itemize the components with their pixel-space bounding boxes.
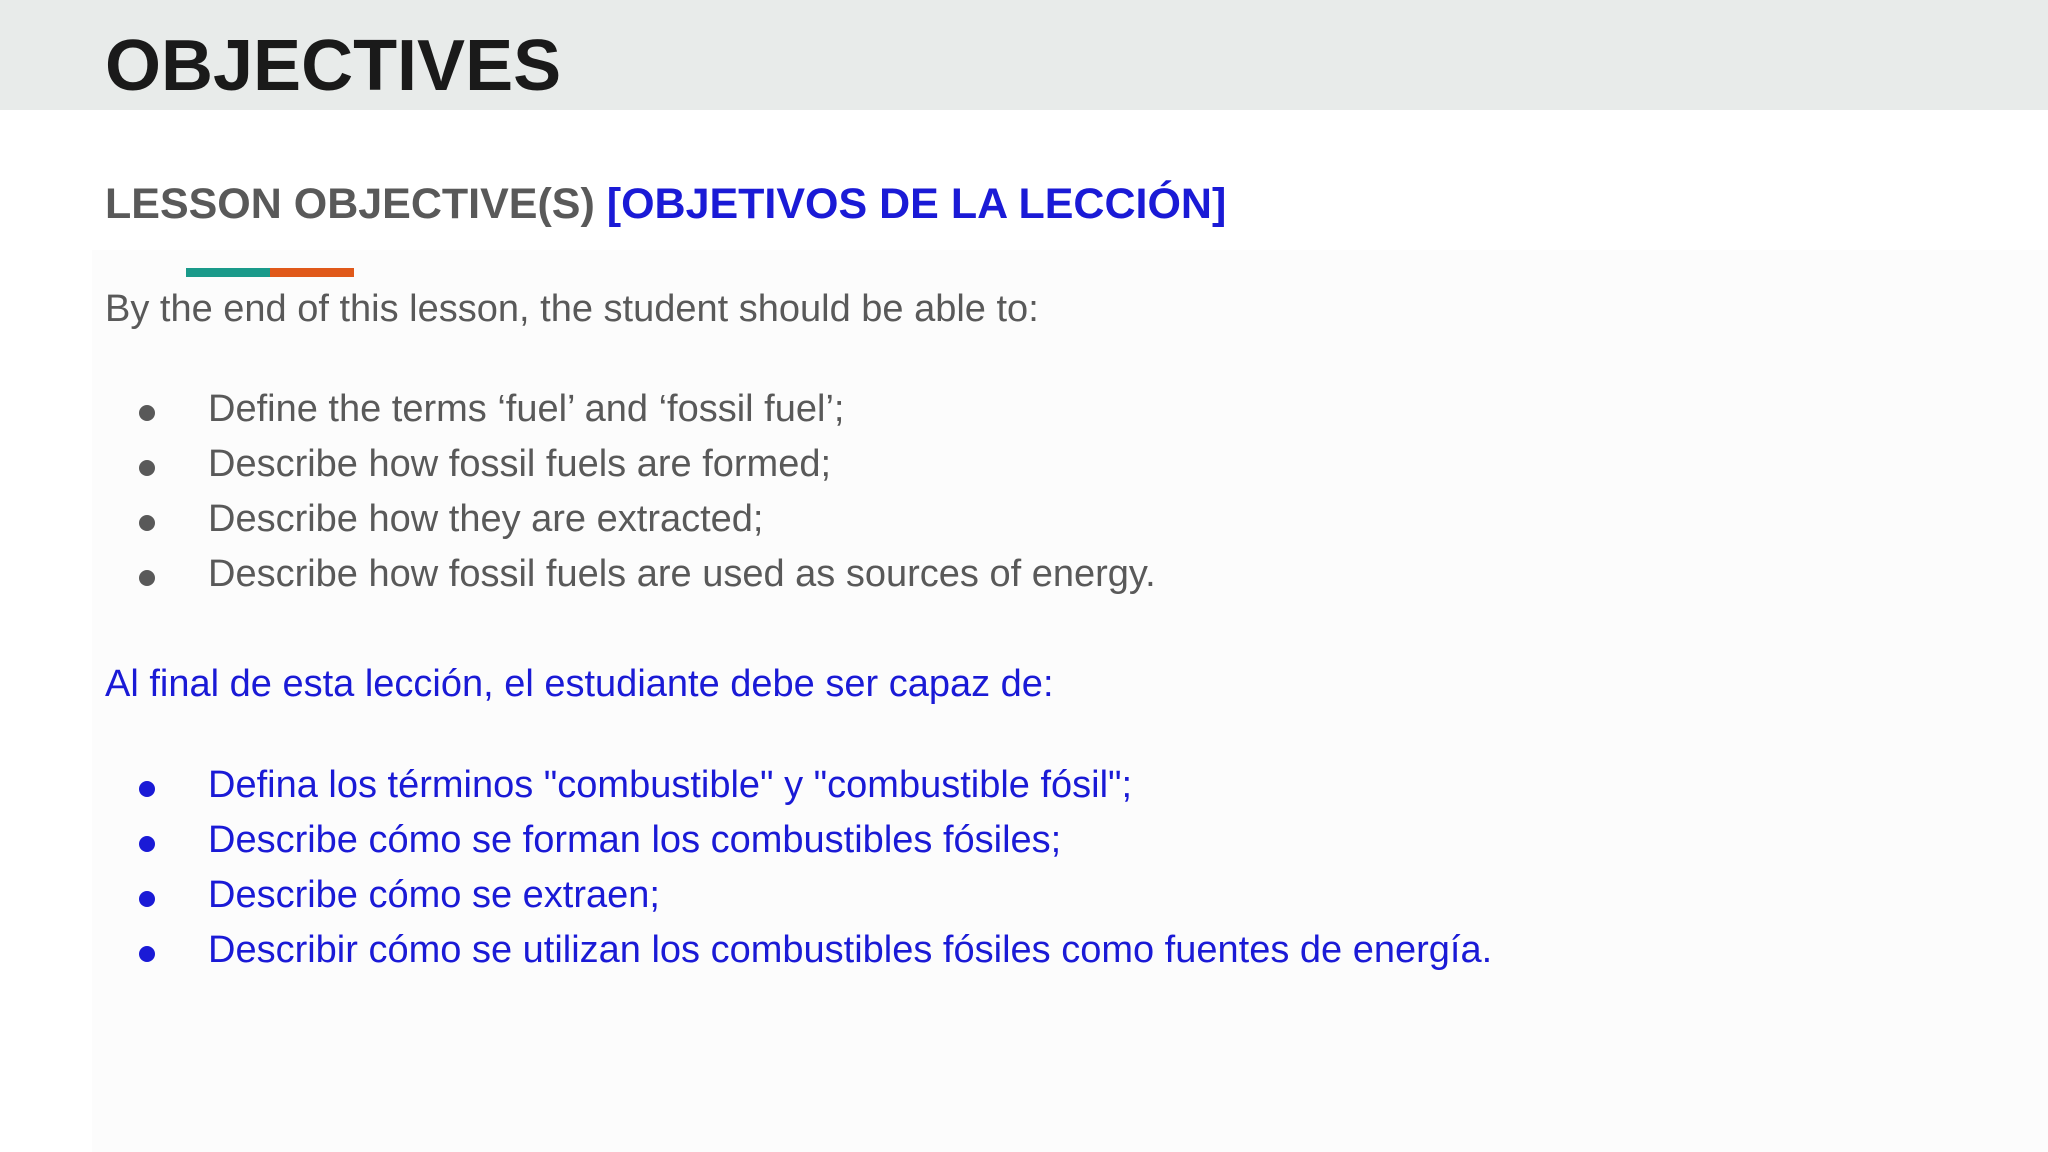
bullet-icon xyxy=(139,405,155,421)
list-item-text: Define the terms ‘fuel’ and ‘fossil fuel’; xyxy=(208,388,845,430)
slide-title: OBJECTIVES xyxy=(105,26,562,106)
list-item-text: Describir cómo se utilizan los combustibles fósiles como fuentes de energía. xyxy=(208,929,1493,971)
bullet-icon xyxy=(139,781,155,797)
heading-spanish: [OBJETIVOS DE LA LECCIÓN] xyxy=(606,180,1227,228)
spanish-intro: Al final de esta lección, el estudiante debe ser capaz de: xyxy=(105,663,1054,705)
english-intro: By the end of this lesson, the student should be able to: xyxy=(105,288,1039,330)
bullet-icon xyxy=(139,460,155,476)
list-item-text: Describe how fossil fuels are formed; xyxy=(208,443,832,485)
bullet-icon xyxy=(139,515,155,531)
accent-bar-orange xyxy=(270,268,354,277)
bullet-icon xyxy=(139,570,155,586)
heading-english: LESSON OBJECTIVE(S) xyxy=(105,180,595,228)
list-item-text: Defina los términos "combustible" y "combustible fósil"; xyxy=(208,764,1133,806)
list-item-text: Describe cómo se forman los combustibles fósiles; xyxy=(208,819,1062,861)
list-item-text: Describe how they are extracted; xyxy=(208,498,764,540)
list-item-text: Describe cómo se extraen; xyxy=(208,874,660,916)
lesson-objectives-heading xyxy=(105,178,1226,230)
bullet-icon xyxy=(139,946,155,962)
bullet-icon xyxy=(139,836,155,852)
bullet-icon xyxy=(139,891,155,907)
accent-bar-teal xyxy=(186,268,270,277)
list-item-text: Describe how fossil fuels are used as sources of energy. xyxy=(208,553,1156,595)
